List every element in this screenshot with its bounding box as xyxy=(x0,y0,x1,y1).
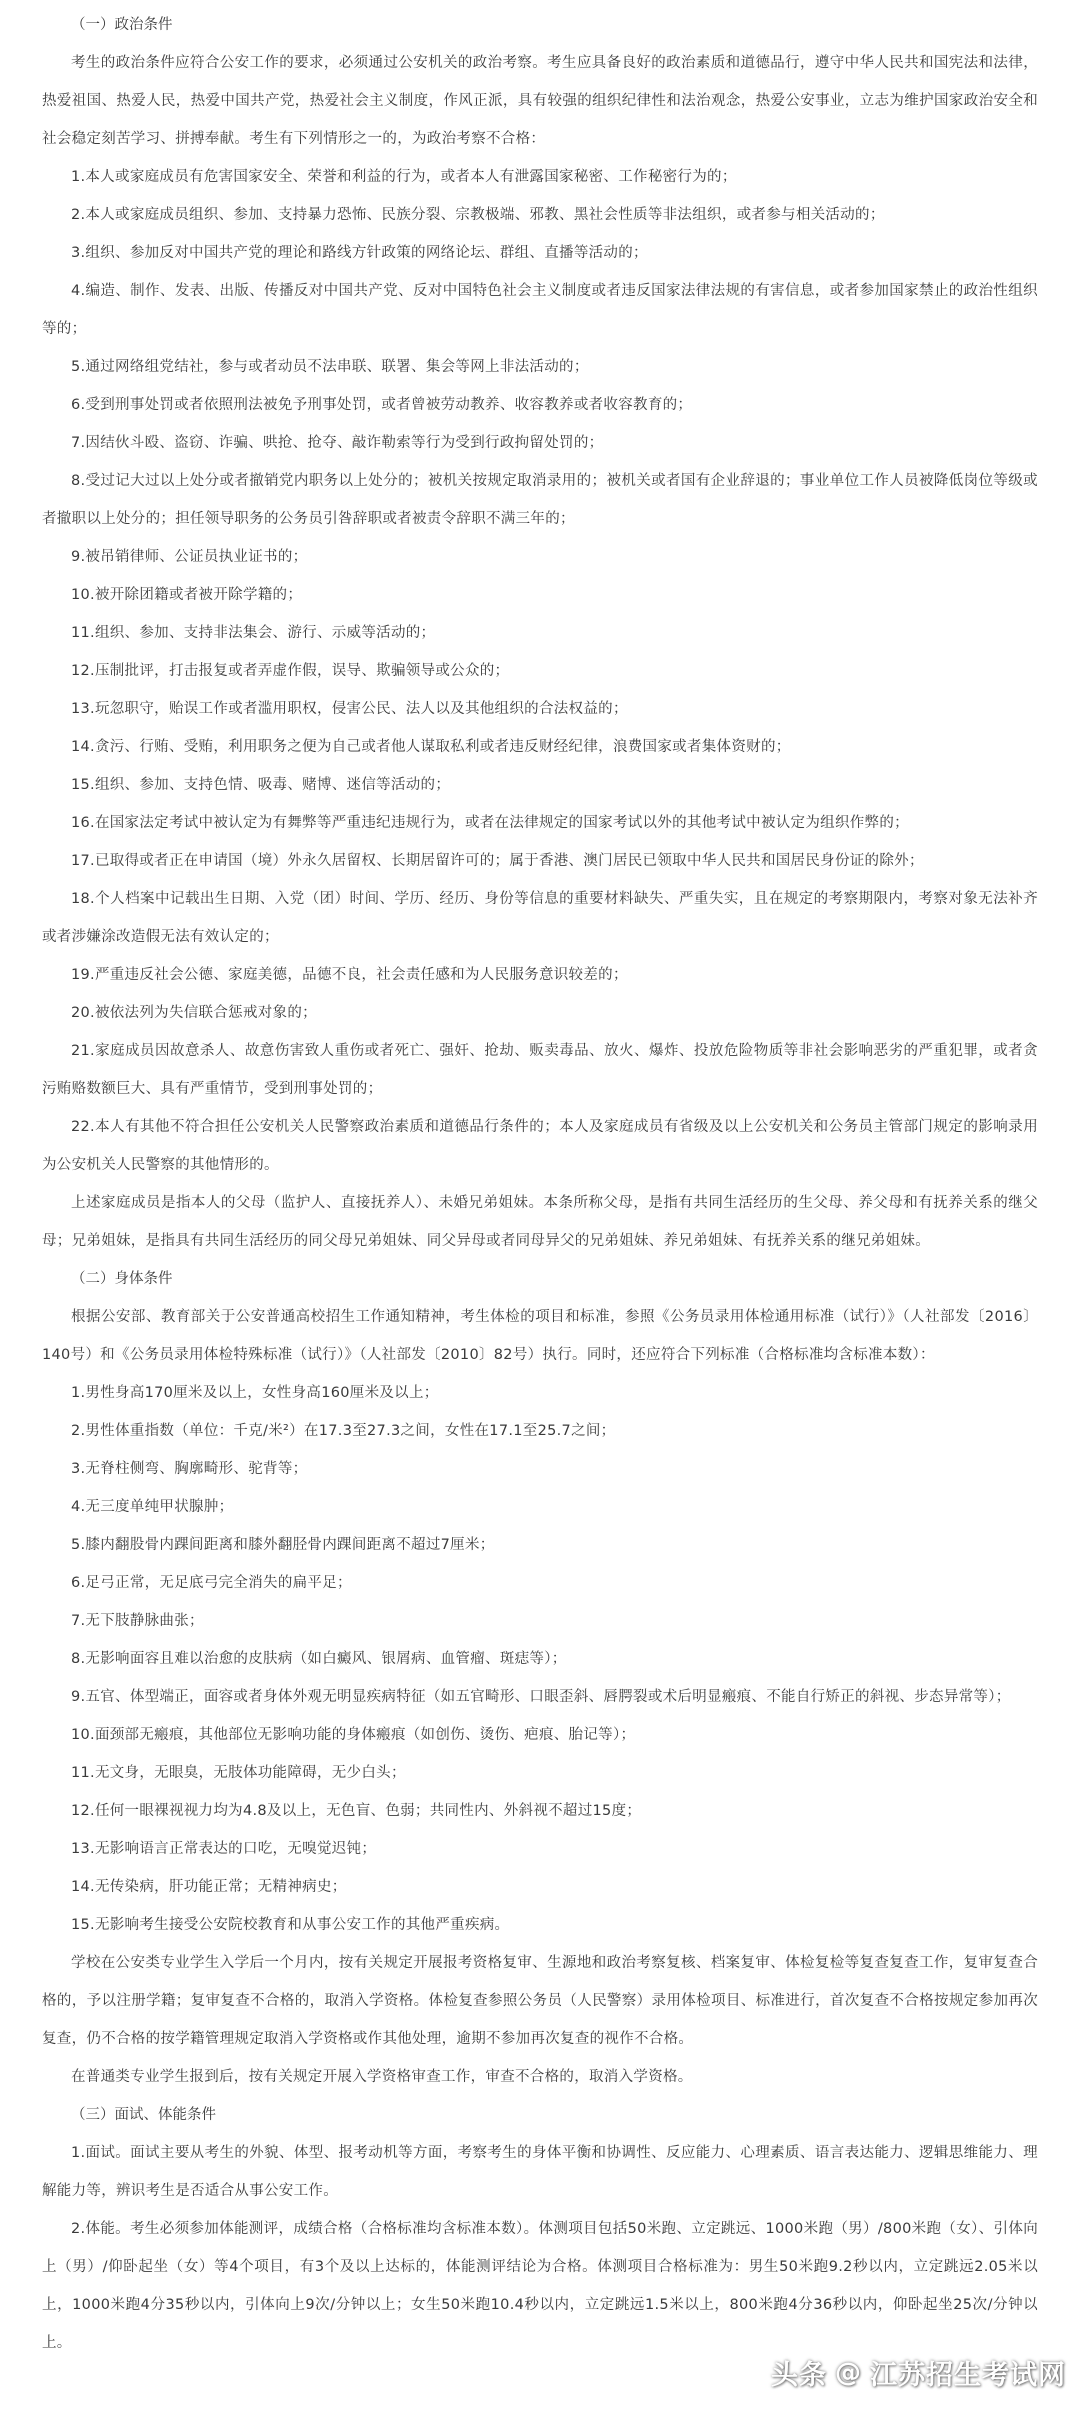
paragraph: 15.无影响考生接受公安院校教育和从事公安工作的其他严重疾病。 xyxy=(71,1917,510,1933)
paragraph: 17.已取得或者正在申请国（境）外永久居留权、长期居留许可的；属于香港、澳门居民已领取中华人民共和国居民身份证的除外； xyxy=(71,853,924,869)
paragraph: 13.无影响语言正常表达的口吃，无嗅觉迟钝； xyxy=(71,1841,377,1857)
paragraph: 12.压制批评，打击报复或者弄虚作假，误导、欺骗领导或公众的； xyxy=(71,663,510,679)
watermark xyxy=(771,2353,1066,2392)
paragraph: 21.家庭成员因故意杀人、故意伤害致人重伤或者死亡、强奸、抢劫、贩卖毒品、放火、爆炸、投放危险物质等非社会影响恶劣的严重犯罪，或者贪污贿赂数额巨大、具有严重情节，受到刑事处罚的； xyxy=(42,1043,1038,1097)
paragraph: 14.贪污、行贿、受贿，利用职务之便为自己或者他人谋取私利或者违反财经纪律，浪费国家或者集体资财的； xyxy=(71,739,791,755)
paragraph: 22.本人有其他不符合担任公安机关人民警察政治素质和道德品行条件的；本人及家庭成员有省级及以上公安机关和公务员主管部门规定的影响录用为公安机关人民警察的其他情形的。 xyxy=(42,1119,1038,1173)
paragraph: 12.任何一眼裸视视力均为4.8及以上，无色盲、色弱；共同性内、外斜视不超过15度； xyxy=(71,1803,642,1819)
paragraph: 16.在国家法定考试中被认定为有舞弊等严重违纪违规行为，或者在法律规定的国家考试以外的其他考试中被认定为组织作弊的； xyxy=(71,815,909,831)
paragraph: 19.严重违反社会公德、家庭美德，品德不良，社会责任感和为人民服务意识较差的； xyxy=(71,967,628,983)
paragraph: 8.受过记大过以上处分或者撤销党内职务以上处分的；被机关按规定取消录用的；被机关或者国有企业辞退的；事业单位工作人员被降低岗位等级或者撤职以上处分的；担任领导职务的公务员引咎辞职或者被责令辞职不满三年的； xyxy=(42,473,1038,527)
paragraph: 4.编造、制作、发表、出版、传播反对中国共产党、反对中国特色社会主义制度或者违反国家法律法规的有害信息，或者参加国家禁止的政治性组织等的； xyxy=(42,283,1038,337)
paragraph: 11.无文身，无眼臭，无肢体功能障碍，无少白头； xyxy=(71,1765,406,1781)
paragraph: 1.面试。面试主要从考生的外貌、体型、报考动机等方面，考察考生的身体平衡和协调性、反应能力、心理素质、语言表达能力、逻辑思维能力、理解能力等，辨识考生是否适合从事公安工作。 xyxy=(42,2145,1038,2199)
section-heading: （二）身体条件 xyxy=(71,1271,173,1287)
watermark-at-sign: @ xyxy=(835,2357,862,2388)
paragraph: 8.无影响面容且难以治愈的皮肤病（如白癜风、银屑病、血管瘤、斑痣等）； xyxy=(71,1651,567,1667)
paragraph: 9.被吊销律师、公证员执业证书的； xyxy=(71,549,308,565)
paragraph: 6.足弓正常，无足底弓完全消失的扁平足； xyxy=(71,1575,352,1591)
paragraph: 2.体能。考生必须参加体能测评，成绩合格（合格标准均含标准本数）。体测项目包括50米跑、立定跳远、1000米跑（男）/800米跑（女）、引体向上（男）/仰卧起坐（女）等4个项目，有3个及以上达标的，体能测评结论为合格。体测项目合格标准为：男生50米跑9.2秒以内，立定跳远2.05米以上，1000米跑4分35秒以内，引体向上9次/分钟以上；女生50米跑10.4秒以内，立定跳远1.5米以上，800米跑4分36秒以内，仰卧起坐25次/分钟以上。 xyxy=(42,2221,1038,2351)
paragraph: 18.个人档案中记载出生日期、入党（团）时间、学历、经历、身份等信息的重要材料缺失、严重失实，且在规定的考察期限内，考察对象无法补齐或者涉嫌涂改造假无法有效认定的； xyxy=(42,891,1038,945)
watermark-account: 江苏招生考试网 xyxy=(870,2360,1066,2391)
paragraph: 15.组织、参加、支持色情、吸毒、赌博、迷信等活动的； xyxy=(71,777,451,793)
paragraph: 3.组织、参加反对中国共产党的理论和路线方针政策的网络论坛、群组、直播等活动的； xyxy=(71,245,648,261)
paragraph: 根据公安部、教育部关于公安普通高校招生工作通知精神，考生体检的项目和标准，参照《公务员录用体检通用标准（试行）》（人社部发〔2016〕140号）和《公务员录用体检特殊标准（试行）》（人社部发〔2010〕82号）执行。同时，还应符合下列标准（合格标准均含标准本数）： xyxy=(42,1309,1038,1363)
paragraph: 上述家庭成员是指本人的父母（监护人、直接抚养人）、未婚兄弟姐妹。本条所称父母，是指有共同生活经历的生父母、养父母和有抚养关系的继父母；兄弟姐妹，是指具有共同生活经历的同父母兄弟姐妹、同父异母或者同母异父的兄弟姐妹、养兄弟姐妹、有抚养关系的继兄弟姐妹。 xyxy=(42,1195,1038,1249)
paragraph: 10.被开除团籍或者被开除学籍的； xyxy=(71,587,303,603)
paragraph: 7.因结伙斗殴、盗窃、诈骗、哄抢、抢夺、敲诈勒索等行为受到行政拘留处罚的； xyxy=(71,435,604,451)
watermark-platform: 头条 xyxy=(771,2360,827,2391)
paragraph: 4.无三度单纯甲状腺肿； xyxy=(71,1499,234,1515)
paragraph: 7.无下肢静脉曲张； xyxy=(71,1613,204,1629)
paragraph: 11.组织、参加、支持非法集会、游行、示威等活动的； xyxy=(71,625,436,641)
paragraph: 1.本人或家庭成员有危害国家安全、荣誉和利益的行为，或者本人有泄露国家秘密、工作秘密行为的； xyxy=(71,169,737,185)
paragraph: 6.受到刑事处罚或者依照刑法被免予刑事处罚，或者曾被劳动教养、收容教养或者收容教育的； xyxy=(71,397,693,413)
paragraph: 10.面颈部无瘢痕，其他部位无影响功能的身体瘢痕（如创伤、烫伤、疤痕、胎记等）； xyxy=(71,1727,636,1743)
paragraph: 5.膝内翻股骨内踝间距离和膝外翻胫骨内踝间距离不超过7厘米； xyxy=(71,1537,495,1553)
section-heading: （一）政治条件 xyxy=(71,17,173,33)
paragraph: 20.被依法列为失信联合惩戒对象的； xyxy=(71,1005,317,1021)
paragraph: 13.玩忽职守，贻误工作或者滥用职权，侵害公民、法人以及其他组织的合法权益的； xyxy=(71,701,628,717)
paragraph: 5.通过网络组党结社，参与或者动员不法串联、联署、集会等网上非法活动的； xyxy=(71,359,589,375)
paragraph: 1.男性身高170厘米及以上，女性身高160厘米及以上； xyxy=(71,1385,439,1401)
paragraph: 2.本人或家庭成员组织、参加、支持暴力恐怖、民族分裂、宗教极端、邪教、黑社会性质等非法组织，或者参与相关活动的； xyxy=(71,207,885,223)
paragraph: 3.无脊柱侧弯、胸廓畸形、驼背等； xyxy=(71,1461,308,1477)
paragraph: 14.无传染病，肝功能正常；无精神病史； xyxy=(71,1879,347,1895)
paragraph: 在普通类专业学生报到后，按有关规定开展入学资格审查工作，审查不合格的，取消入学资格。 xyxy=(71,2069,693,2085)
section-heading: （三）面试、体能条件 xyxy=(71,2107,216,2123)
paragraph: 9.五官、体型端正，面容或者身体外观无明显疾病特征（如五官畸形、口眼歪斜、唇腭裂或术后明显瘢痕、不能自行矫正的斜视、步态异常等）； xyxy=(71,1689,1011,1705)
paragraph: 2.男性体重指数（单位：千克/米²）在17.3至27.3之间，女性在17.1至25.7之间； xyxy=(71,1423,616,1439)
paragraph: 考生的政治条件应符合公安工作的要求，必须通过公安机关的政治考察。考生应具备良好的政治素质和道德品行，遵守中华人民共和国宪法和法律，热爱祖国、热爱人民，热爱中国共产党，热爱社会主义制度，作风正派，具有较强的组织纪律性和法治观念，热爱公安事业，立志为维护国家政治安全和社会稳定刻苦学习、拼搏奉献。考生有下列情形之一的，为政治考察不合格： xyxy=(42,55,1038,147)
paragraph: 学校在公安类专业学生入学后一个月内，按有关规定开展报考资格复审、生源地和政治考察复核、档案复审、体检复检等复查复查工作，复审复查合格的，予以注册学籍；复审复查不合格的，取消入学资格。体检复查参照公务员（人民警察）录用体检项目、标准进行，首次复查不合格按规定参加再次复查，仍不合格的按学籍管理规定取消入学资格或作其他处理，逾期不参加再次复查的视作不合格。 xyxy=(42,1955,1038,2047)
